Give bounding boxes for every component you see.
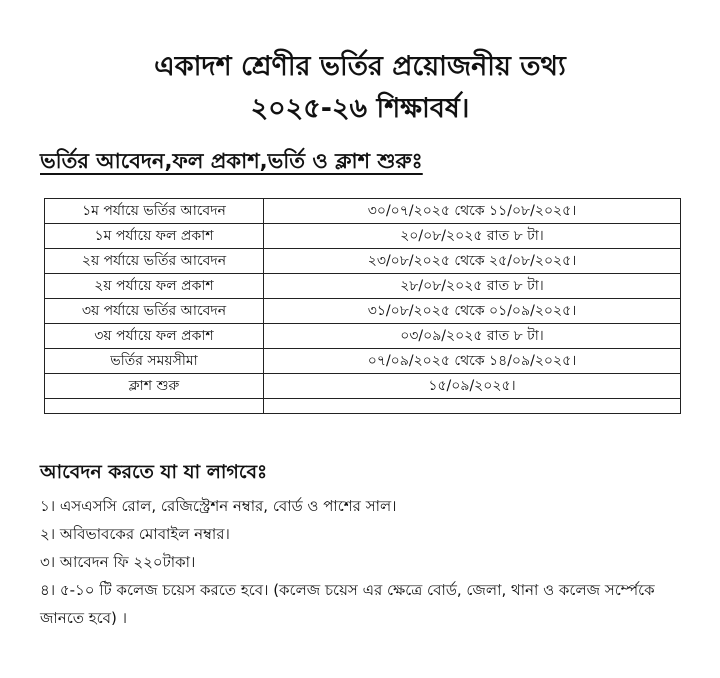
schedule-date: ৩০/০৭/২০২৫ থেকে ১১/০৮/২০২৫। (264, 199, 681, 224)
schedule-date: ০৩/০৯/২০২৫ রাত ৮ টা। (264, 324, 681, 349)
table-row (45, 224, 681, 249)
schedule-label: ৩য় পর্যায়ে ভর্তির আবেদন (45, 299, 264, 324)
schedule-label: ১ম পর্যায়ে ফল প্রকাশ (45, 224, 264, 249)
schedule-date: ২০/০৮/২০২৫ রাত ৮ টা। (264, 224, 681, 249)
requirements-heading: আবেদন করতে যা যা লাগবেঃ (40, 461, 268, 483)
schedule-label: ১ম পর্যায়ে ভর্তির আবেদন (45, 199, 264, 224)
schedule-label: ২য় পর্যায়ে ভর্তির আবেদন (45, 249, 264, 274)
table-row (45, 349, 681, 374)
schedule-date: ২৮/০৮/২০২৫ রাত ৮ টা। (264, 274, 681, 299)
requirements-list (40, 492, 680, 632)
empty-cell (264, 399, 681, 414)
table-row (45, 374, 681, 399)
list-item: ৩। আবেদন ফি ২২০টাকা। (40, 553, 196, 571)
schedule-heading: ভর্তির আবেদন,ফল প্রকাশ,ভর্তি ও ক্লাশ শুরুঃ (40, 149, 423, 173)
schedule-label: ভর্তির সময়সীমা (45, 349, 264, 374)
schedule-label: ৩য় পর্যায়ে ফল প্রকাশ (45, 324, 264, 349)
list-item: ১। এসএসসি রোল, রেজিস্ট্রেশন নম্বার, বোর্ড ও পাশের সাল। (40, 497, 397, 515)
table-row (45, 274, 681, 299)
table-empty-row (45, 399, 681, 414)
page-title: একাদশ শ্রেণীর ভর্তির প্রয়োজনীয় তথ্য (154, 51, 566, 82)
table-row (45, 249, 681, 274)
schedule-date: ১৫/০৯/২০২৫। (264, 374, 681, 399)
schedule-label: ক্লাশ শুরু (45, 374, 264, 399)
table-row (45, 324, 681, 349)
list-item: ২। অবিভাবকের মোবাইল নম্বার। (40, 525, 230, 543)
academic-year-title: ২০২৫-২৬ শিক্ষাবর্ষ। (250, 93, 470, 124)
table-row (45, 299, 681, 324)
admission-schedule-table (44, 198, 681, 414)
schedule-date: ৩১/০৮/২০২৫ থেকে ০১/০৯/২০২৫। (264, 299, 681, 324)
schedule-date: ২৩/০৮/২০২৫ থেকে ২৫/০৮/২০২৫। (264, 249, 681, 274)
list-item: ৪। ৫-১০ টি কলেজ চয়েস করতে হবে। (কলেজ চয়েস এর ক্ষেত্রে বোর্ড, জেলা, থানা ও কলেজ সর্ম্পেকে জানতে হবে) । (40, 581, 655, 627)
schedule-date: ০৭/০৯/২০২৫ থেকে ১৪/০৯/২০২৫। (264, 349, 681, 374)
schedule-label: ২য় পর্যায়ে ফল প্রকাশ (45, 274, 264, 299)
table-row (45, 199, 681, 224)
empty-cell (45, 399, 264, 414)
